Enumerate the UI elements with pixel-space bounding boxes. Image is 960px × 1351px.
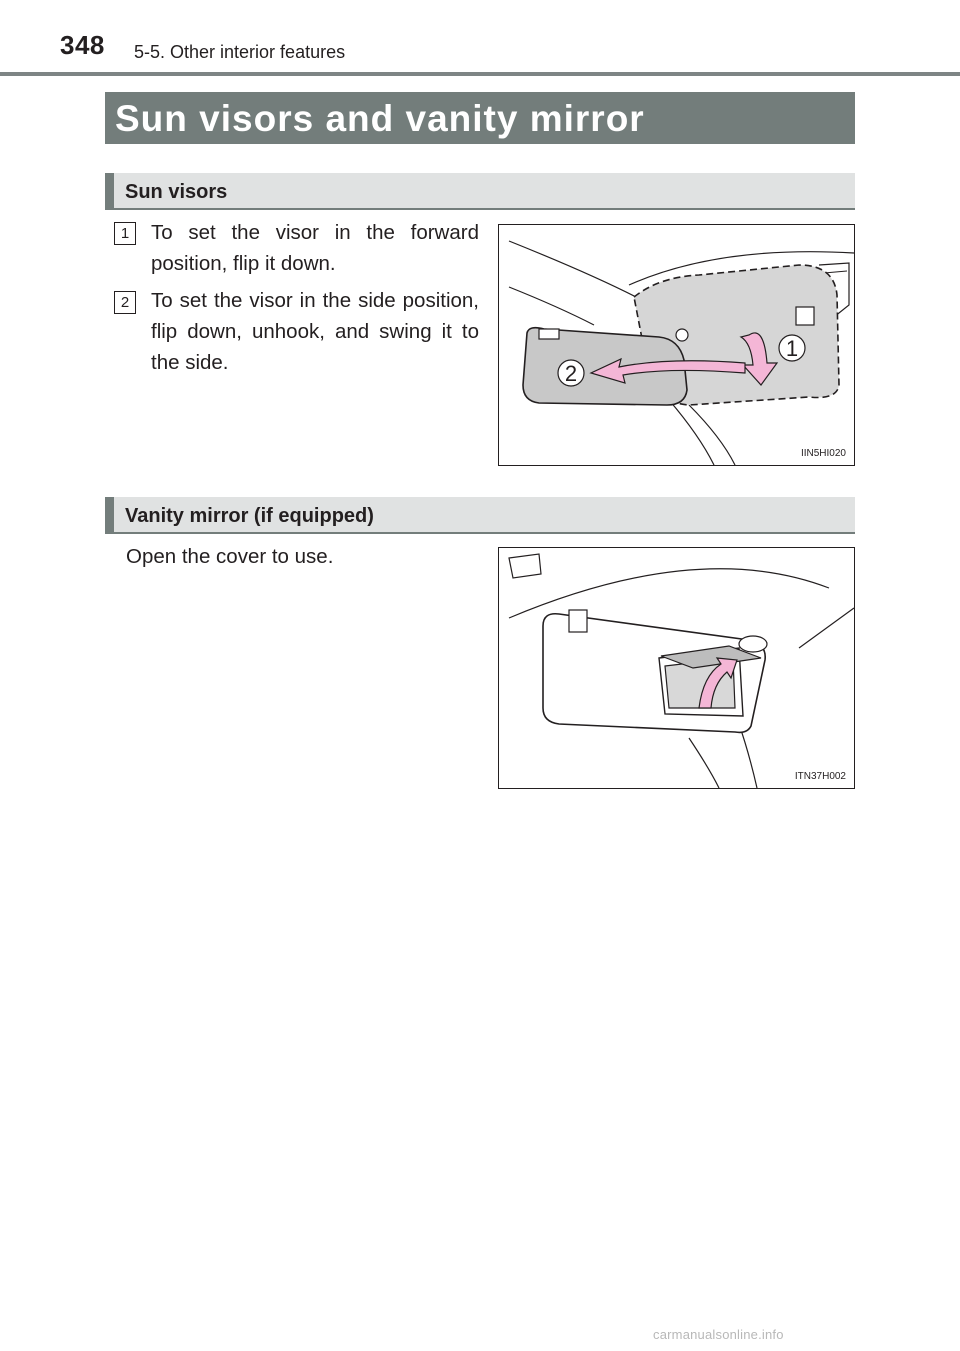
- page-number: 348: [60, 30, 105, 60]
- vanity-mirror-illustration: [498, 547, 855, 789]
- step-2-text: To set the visor in the side position, flip down, unhook, and swing it to the side.: [151, 289, 479, 374]
- figure-code: ITN37H002: [794, 771, 846, 782]
- callout-2: 2: [564, 361, 578, 386]
- watermark: carmanualsonline.info: [653, 1327, 784, 1342]
- step-2-badge: 2: [114, 291, 136, 314]
- sun-visors-heading-bar: [105, 173, 855, 210]
- page-title-bar: [105, 92, 855, 144]
- heading-marker: [105, 497, 114, 532]
- step-1-text: To set the visor in the forward position, flip it down.: [151, 221, 479, 275]
- vanity-mirror-text: Open the cover to use.: [126, 545, 334, 568]
- vanity-mirror-heading: Vanity mirror (if equipped): [125, 505, 374, 527]
- figure-code: IIN5HI020: [800, 448, 846, 459]
- sun-visor-drawing: [499, 225, 854, 465]
- page-title: Sun visors and vanity mirror: [115, 98, 645, 139]
- callout-1: 1: [785, 336, 799, 361]
- header-divider: [0, 72, 960, 76]
- sun-visor-illustration: [498, 224, 855, 466]
- vanity-mirror-drawing: [499, 548, 854, 788]
- page-header: [0, 0, 960, 80]
- sun-visors-heading: Sun visors: [125, 181, 228, 203]
- heading-marker: [105, 173, 114, 208]
- section-reference: 5-5. Other interior features: [134, 42, 346, 62]
- step-1-badge: 1: [114, 222, 136, 245]
- vanity-mirror-heading-bar: [105, 497, 855, 534]
